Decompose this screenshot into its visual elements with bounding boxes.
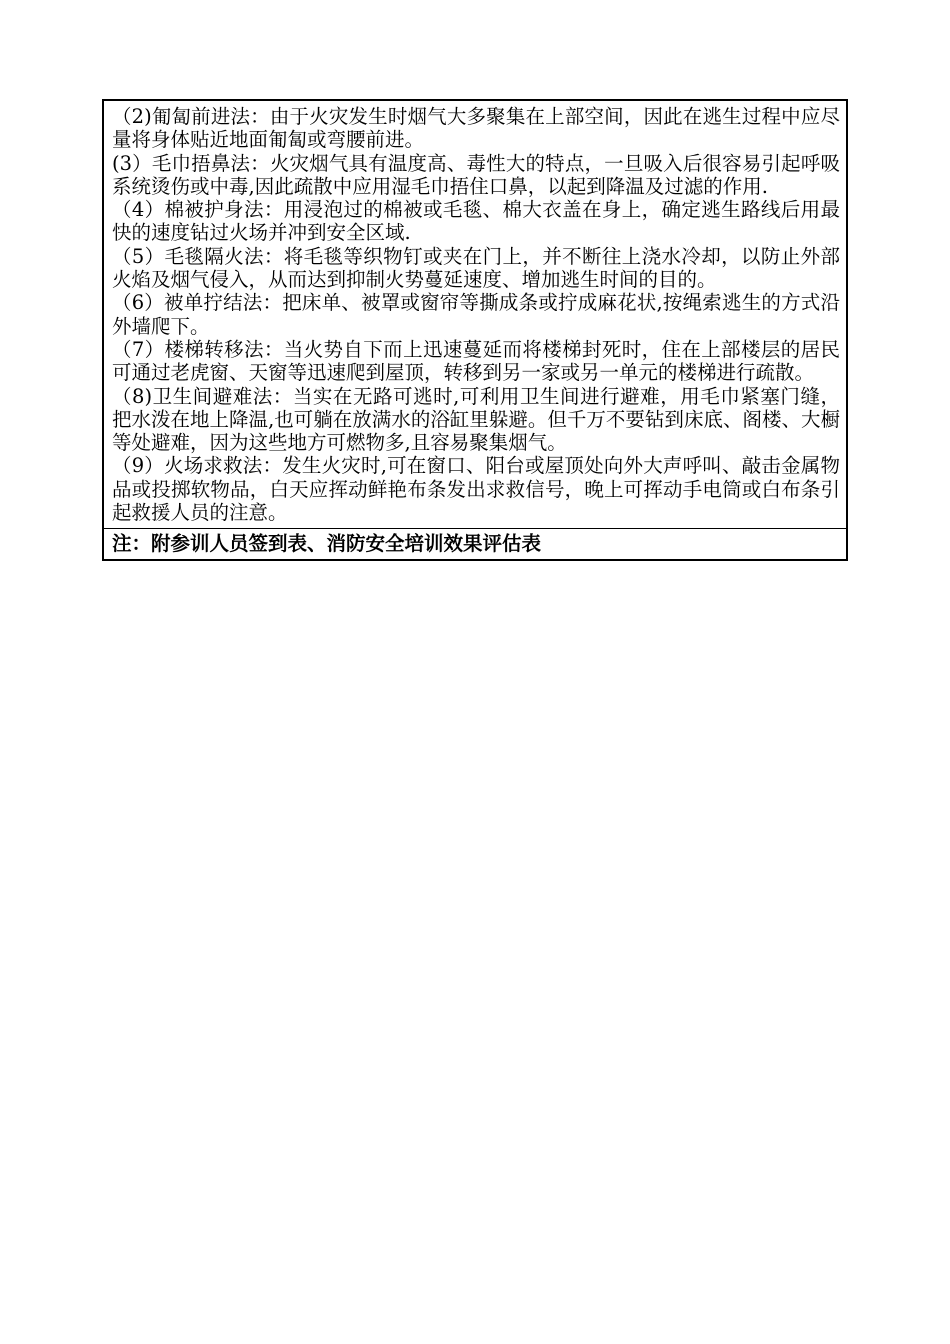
paragraph-towel-method: (3）毛巾捂鼻法：火灾烟气具有温度高、毒性大的特点，一旦吸入后很容易引起呼吸系统烫伤或中毒,因此疏散中应用湿毛巾捂住口鼻，以起到降温及过滤的作用. [112,151,840,198]
paragraph-crawl-method: （2)匍匐前进法：由于火灾发生时烟气大多聚集在上部空间，因此在逃生过程中应尽量将身体贴近地面匍匐或弯腰前进。 [112,105,840,152]
note-cell [104,528,846,559]
paragraph-quilt-method: （4）棉被护身法：用浸泡过的棉被或毛毯、棉大衣盖在身上，确定逃生路线后用最快的速度钻过火场并冲到安全区域. [112,198,840,245]
paragraph-call-for-help-method: （9）火场求救法：发生火灾时,可在窗口、阳台或屋顶处向外大声呼叫、敲击金属物品或投掷软物品，白天应挥动鲜艳布条发出求救信号，晚上可挥动手电筒或白布条引起救援人员的注意。 [112,454,840,525]
attachment-note: 注：附参训人员签到表、消防安全培训效果评估表 [112,532,542,556]
escape-methods-cell [104,101,846,528]
paragraph-stair-transfer-method: （7）楼梯转移法：当火势自下而上迅速蔓延而将楼梯封死时，住在上部楼层的居民可通过老虎窗、天窗等迅速爬到屋顶，转移到另一家或另一单元的楼梯进行疏散。 [112,337,840,385]
document-table [102,99,848,561]
paragraph-bathroom-refuge-method: （8)卫生间避难法：当实在无路可逃时,可利用卫生间进行避难，用毛巾紧塞门缝，把水泼在地上降温,也可躺在放满水的浴缸里躲避。但千万不要钻到床底、阁楼、大橱等处避难，因为这些地方可燃物多,且容易聚集烟气。 [112,384,840,455]
paragraph-blanket-method: （5）毛毯隔火法：将毛毯等织物钉或夹在门上，并不断往上浇水冷却，以防止外部火焰及烟气侵入，从而达到抑制火势蔓延速度、增加逃生时间的目的。 [112,244,840,292]
paragraph-sheet-rope-method: （6）被单拧结法：把床单、被罩或窗帘等撕成条或拧成麻花状,按绳索逃生的方式沿外墙爬下。 [112,291,840,338]
